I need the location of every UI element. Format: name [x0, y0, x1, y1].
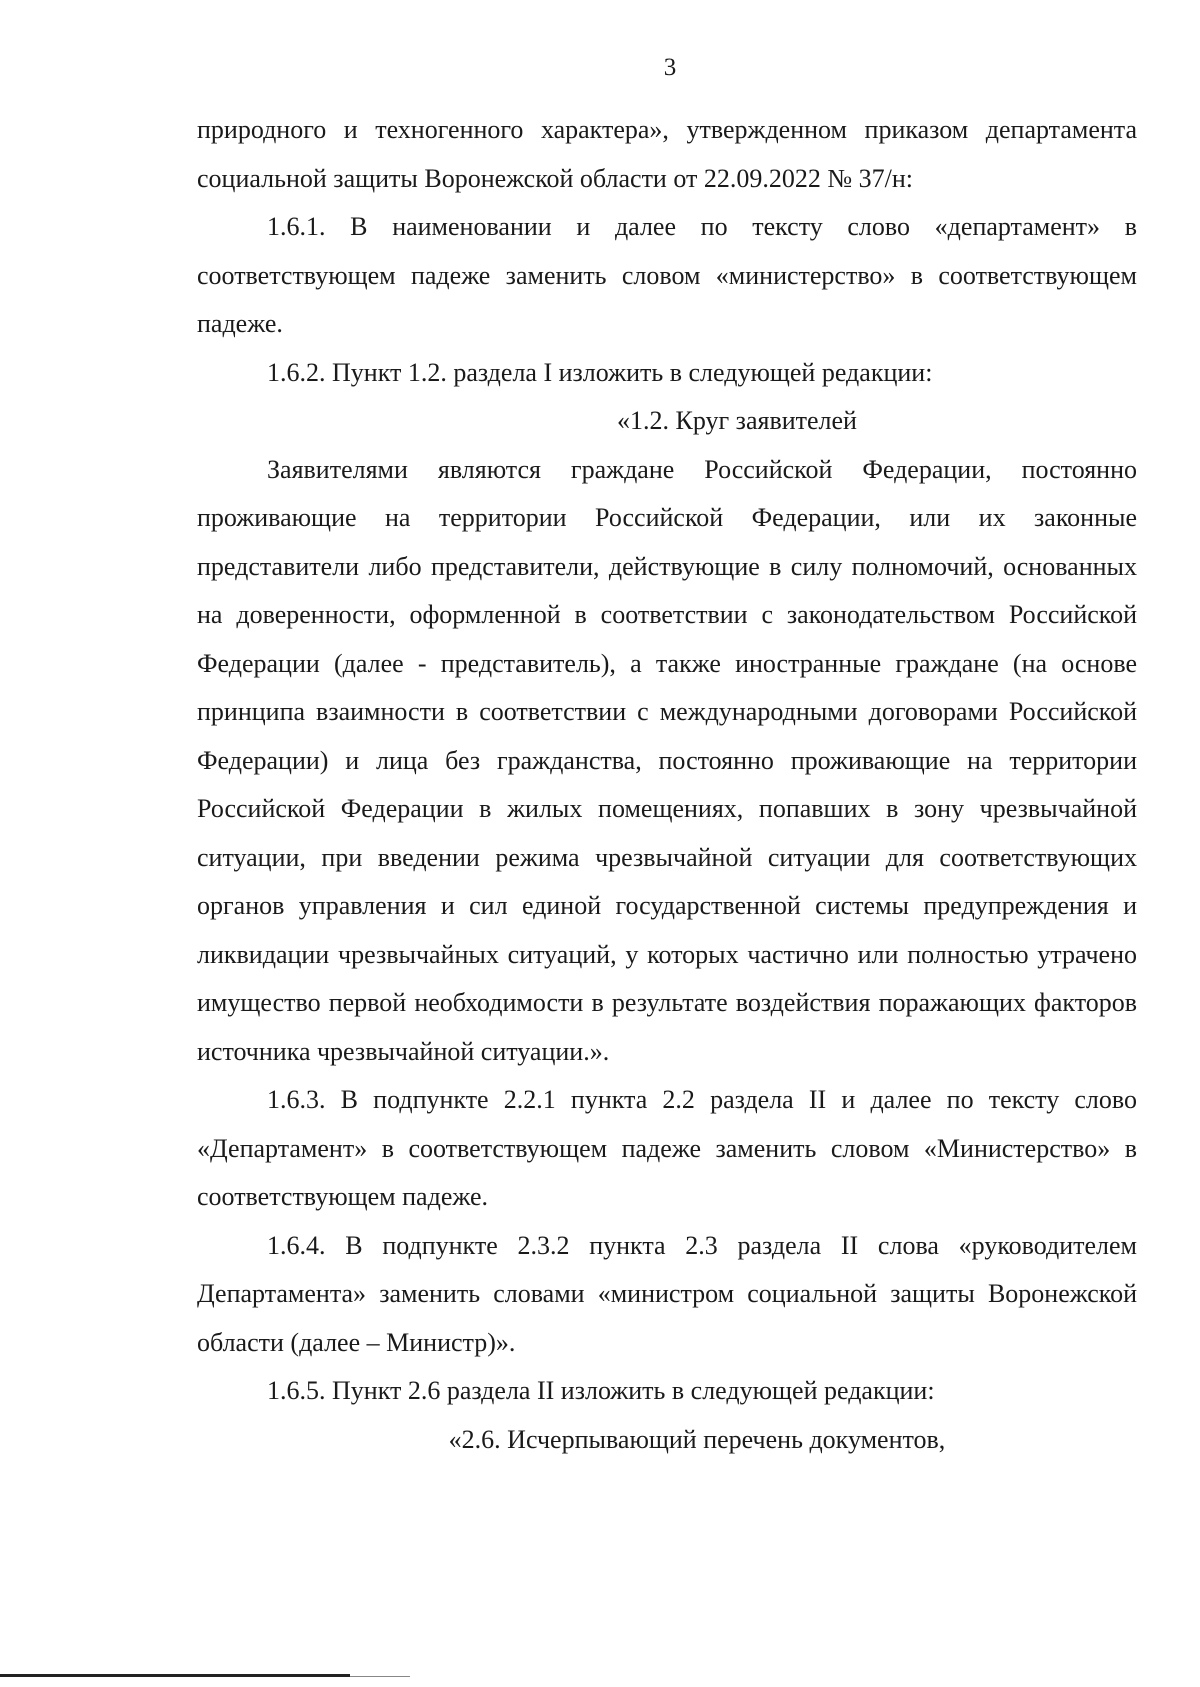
paragraph-intro: природного и техногенного характера», утвержденном приказом департамента социальной защиты Воронежской области от 22.09.2022 № 37/н:	[197, 115, 1137, 193]
bottom-scan-edge-thin	[350, 1676, 410, 1677]
heading-applicants: «1.2. Круг заявителей	[617, 406, 857, 435]
document-body	[197, 106, 1137, 1464]
paragraph-applicants: Заявителями являются граждане Российской Федерации, постоянно проживающие на территории Российской Федерации, или их законные представители либо представители, действующие в силу полномочий, основанных на доверенности, оформленной в соответствии с законодательством Российской Федерации (далее - представитель), а также иностранные граждане (на основе принципа взаимности в соответствии с международными договорами Российской Федерации) и лица без гражданства, постоянно проживающие на территории Российской Федерации в жилых помещениях, попавших в зону чрезвычайной ситуации, при введении режима чрезвычайной ситуации для соответствующих органов управления и сил единой государственной системы предупреждения и ликвидации чрезвычайных ситуаций, у которых частично или полностью утрачено имущество первой необходимости в результате воздействия поражающих факторов источника чрезвычайной ситуации.».	[197, 454, 1137, 1066]
paragraph-1-6-2: 1.6.2. Пункт 1.2. раздела I изложить в следующей редакции:	[267, 357, 933, 387]
paragraph-1-6-1: 1.6.1. В наименовании и далее по тексту слово «департамент» в соответствующем падеже заменить словом «министерство» в соответствующем падеже.	[197, 212, 1137, 338]
paragraph-1-6-3: 1.6.3. В подпункте 2.2.1 пункта 2.2 раздела II и далее по тексту слово «Департамент» в соответствующем падеже заменить словом «Министерство» в соответствующем падеже.	[197, 1085, 1137, 1211]
heading-documents-list: «2.6. Исчерпывающий перечень документов,	[448, 1424, 946, 1454]
paragraph-1-6-4: 1.6.4. В подпункте 2.3.2 пункта 2.3 раздела II слова «руководителем Департамента» заменить словами «министром социальной защиты Воронежской области (далее – Министр)».	[197, 1230, 1137, 1357]
page-number: 3	[663, 54, 677, 81]
bottom-scan-edge	[0, 1674, 350, 1677]
paragraph-1-6-5: 1.6.5. Пункт 2.6 раздела II изложить в следующей редакции:	[267, 1376, 935, 1405]
